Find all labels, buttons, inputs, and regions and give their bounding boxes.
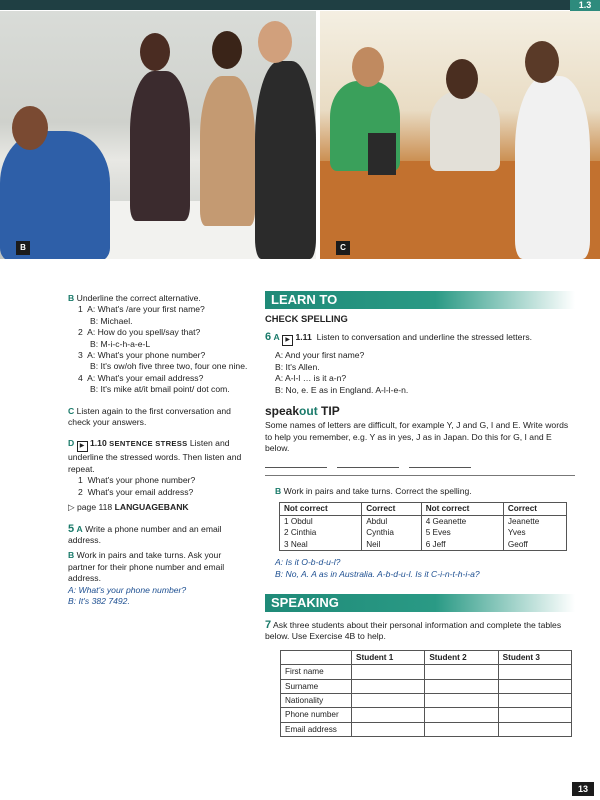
- exercise-number: 7: [265, 618, 272, 631]
- info-table: [280, 650, 572, 737]
- exercise-instruction: Write a phone number and an email address.: [68, 523, 222, 545]
- exercise-instruction: Ask three students about their personal information and complete the tables below. Use Exercise 4B to help.: [265, 619, 562, 642]
- exercise-letter: B: [68, 550, 75, 561]
- list-item: B: M-i-c-h-a-e-L: [90, 338, 151, 349]
- head: [258, 21, 292, 63]
- dialogue-line: B: No, e. E as in England. A-l-l-e-n.: [275, 384, 409, 395]
- table-header: Not correct: [421, 503, 503, 515]
- list-item: 2 A: How do you spell/say that?: [78, 327, 201, 338]
- exercise-5b: [68, 550, 250, 584]
- exercise-7: [265, 620, 575, 643]
- exercise-b-heading: [68, 293, 250, 304]
- top-bar: [0, 0, 600, 10]
- head: [12, 106, 48, 150]
- head: [446, 59, 478, 99]
- exercise-letter: D: [68, 438, 75, 449]
- person-man-white: [515, 76, 590, 259]
- list-item: 3 A: What's your phone number?: [78, 350, 206, 361]
- answer-blanks: [265, 459, 575, 471]
- blank-line[interactable]: [337, 459, 399, 468]
- exercise-6a: [265, 332, 575, 346]
- right-column: [265, 291, 575, 737]
- exercise-instruction: Work in pairs and take turns. Correct the spelling.: [283, 486, 472, 497]
- dialogue-line: B: It's Allen.: [275, 361, 320, 372]
- play-icon[interactable]: ▶: [77, 441, 88, 452]
- person-man: [255, 61, 316, 259]
- example-line: B: It's 382 7492.: [68, 595, 130, 606]
- exercise-d: [68, 438, 250, 475]
- tip-text: Some names of letters are difficult, for example Y, J and G, I and E. Write words to help you remember, e.g. Y as in yes, J as in Japan. Do this for G, I and E below.: [265, 420, 569, 454]
- exercise-b-items: [68, 304, 250, 395]
- person-woman-2: [200, 76, 255, 226]
- table-header: Correct: [503, 503, 566, 515]
- list-item: 1 A: What's /are your first name?: [78, 304, 205, 315]
- table-header: Student 3: [498, 650, 571, 664]
- table-row: Surname: [281, 679, 572, 693]
- head: [212, 31, 242, 69]
- exercise-instruction: Underline the correct alternative.: [76, 293, 201, 303]
- table-row: Email address: [281, 722, 572, 736]
- person-woman-1: [130, 71, 190, 221]
- exercise-5a: [68, 524, 250, 547]
- exercise-6b: [265, 486, 575, 497]
- table-header: [281, 650, 352, 664]
- exercise-letter: B: [68, 293, 75, 303]
- table-row: 2 Cinthia Cynthia 5 Eves Yves: [280, 527, 567, 538]
- languagebank-link[interactable]: ▷ page 118 LANGUAGEBANK: [68, 502, 189, 513]
- exercise-letter: A: [273, 332, 280, 343]
- person-woman: [430, 91, 500, 171]
- exercise-instruction: Work in pairs and take turns. Ask your partner for their phone number and email address.: [68, 550, 225, 584]
- table-header: Student 1: [352, 650, 425, 664]
- exercise-instruction: Listen and underline the stressed words. Then listen and repeat.: [68, 438, 242, 474]
- photo-c-label: C: [336, 241, 350, 255]
- exercise-instruction: Listen again to the first conversation and check your answers.: [68, 405, 231, 428]
- list-item: B: It's mike at/it bmail point/ dot com.: [90, 384, 230, 395]
- exercise-letter: B: [275, 486, 282, 497]
- speakout-tip-title: speakout TIP: [265, 404, 340, 419]
- track-number: 1.10: [90, 438, 107, 449]
- photo-c: [320, 11, 600, 259]
- table-row: 3 Neal Neil 6 Jeff Geoff: [280, 539, 567, 551]
- head: [352, 47, 384, 87]
- list-item: B: It's ow/oh five three two, four one nine.: [90, 361, 248, 372]
- table-row: Phone number: [281, 708, 572, 722]
- example-line: A: Is it O-b-d-u-l?: [275, 557, 341, 568]
- dialogue-line: A: And your first name?: [275, 350, 365, 361]
- table-header: Not correct: [280, 503, 362, 515]
- exercise-instruction: Listen to conversation and underline the stressed letters.: [316, 332, 533, 343]
- learn-to-banner: LEARN TO: [265, 291, 575, 309]
- track-number: 1.11: [295, 332, 312, 343]
- head: [140, 33, 170, 71]
- table-row: First name: [281, 665, 572, 679]
- unit-tag: 1.3: [570, 0, 600, 11]
- photo-b-label: B: [16, 241, 30, 255]
- example-line: A: What's your phone number?: [68, 584, 187, 595]
- list-item: 2 What's your email address?: [78, 486, 194, 497]
- exercise-letter: A: [76, 523, 83, 534]
- table-row: Nationality: [281, 693, 572, 707]
- head: [525, 41, 559, 83]
- dialogue-line: A: A-l-l … is it a-n?: [275, 373, 347, 384]
- exercise-number: 5: [68, 522, 75, 535]
- blank-line[interactable]: [409, 459, 471, 468]
- left-column: [68, 293, 250, 607]
- monitor: [368, 133, 396, 175]
- list-item: 4 A: What's your email address?: [78, 372, 204, 383]
- table-row: 1 Obdul Abdul 4 Geanette Jeanette: [280, 515, 567, 527]
- exercise-tag: SENTENCE STRESS: [109, 439, 188, 449]
- spelling-table: [279, 502, 567, 551]
- blank-line[interactable]: [265, 459, 327, 468]
- example-line: B: No, A. A as in Australia. A-b-d-u-l. Is it C-i-n-t-h-i-a?: [275, 568, 480, 579]
- table-header: Student 2: [425, 650, 498, 664]
- exercise-number: 6: [265, 331, 272, 344]
- person-receptionist: [0, 131, 110, 259]
- table-header: Correct: [362, 503, 421, 515]
- arrow-icon: ▷: [68, 502, 75, 513]
- list-item: B: Michael.: [90, 315, 133, 326]
- play-icon[interactable]: ▶: [282, 335, 293, 346]
- speaking-banner: SPEAKING: [265, 594, 575, 612]
- exercise-letter: C: [68, 405, 75, 416]
- section-subtitle: CHECK SPELLING: [265, 313, 348, 324]
- page-number: 13: [572, 782, 594, 796]
- list-item: 1 What's your phone number?: [78, 475, 196, 486]
- photo-b: [0, 11, 316, 259]
- divider: [265, 475, 575, 476]
- exercise-c: [68, 406, 250, 429]
